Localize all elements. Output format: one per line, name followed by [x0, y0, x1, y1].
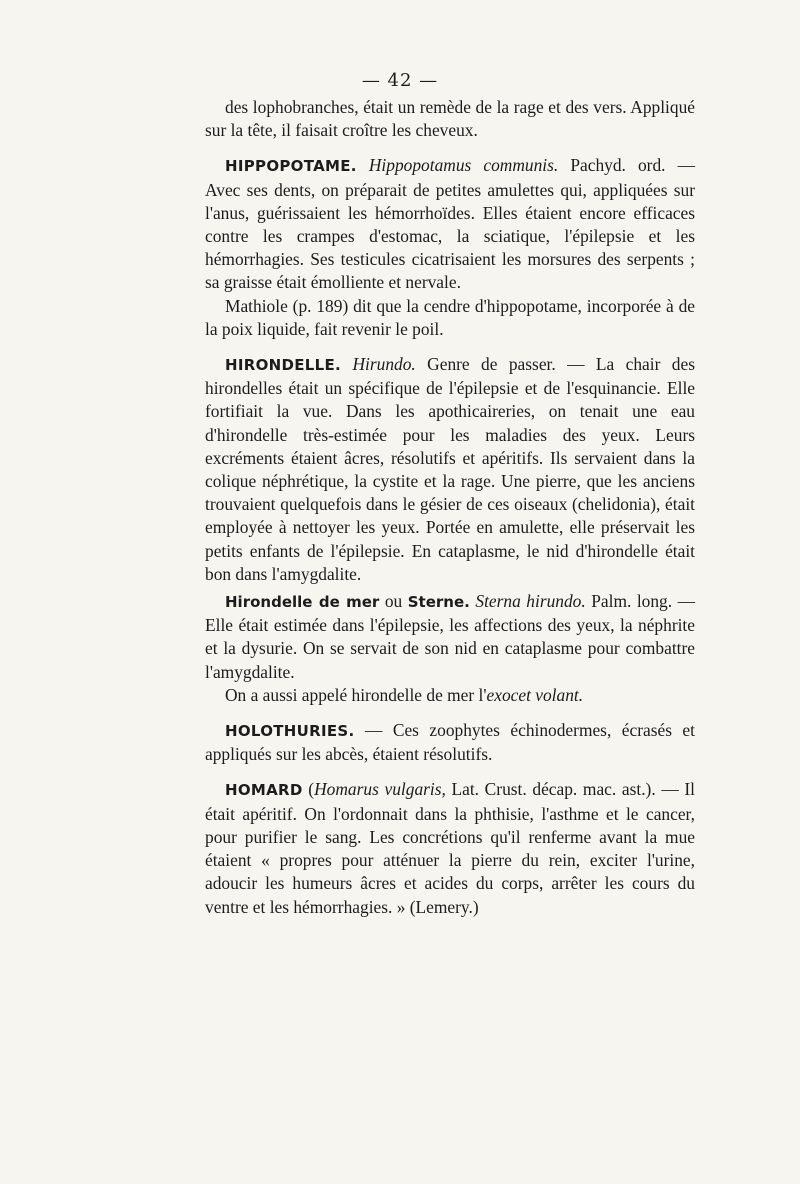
page-number: — 42 — — [361, 70, 439, 91]
entry-holothuries — [205, 719, 695, 766]
page-body — [205, 96, 695, 919]
entry-text-hirondelle-de-mer-note: On a aussi appelé hirondelle de mer l' — [225, 684, 487, 705]
entry-homard — [205, 778, 695, 918]
entry-heading-hirondelle-de-mer: Hirondelle de mer — [225, 593, 380, 612]
entry-paren-homard: ( — [302, 779, 315, 800]
entry-hirondelle-de-mer-note — [205, 684, 695, 707]
entry-hippopotame-note — [205, 295, 695, 341]
entry-text-holothuries: — Ces zoophytes échinodermes, écrasés et appliqués sur les abcès, étaient résolutifs. — [205, 720, 695, 765]
entry-text-hirondelle: Genre de passer. — La chair des hirondelles était un spécifique de l'épilepsie et de l'esquinancie. Elle fortifiait la vue. Dans les apothicaireries, on tenait une eau d'hirondelle très-estimée pour les maladies des yeux. Leurs excréments étaient âcres, résolutifs et apéritifs. Ils servaient dans la colique néphrétique, la cystite et la rage. Une pierre, que les anciens trouvaient quelquefois dans le gésier de ces oiseaux (chelidonia), était employée à nettoyer les yeux. Portée en amulette, elle préservait les petits enfants de l'épilepsie. En cataplasme, le nid d'hirondelle était bon dans l'amygdalite. — [205, 354, 695, 584]
entry-text-hippopotame-note: Mathiole (p. 189) dit que la cendre d'hippopotame, incorporée à de la poix liquide, fait revenir le poil. — [205, 295, 695, 339]
entry-text-hippopotame: Pachyd. ord. — Avec ses dents, on préparait de petites amulettes qui, appliquées sur l'anus, guérissaient les hémorrhoïdes. Elles étaient encore efficaces contre les crampes d'estomac, la sciatique, l'épilepsie et les hémorrhagies. Ses testicules cicatrisaient les morsures des serpents ; sa graisse était émolliente et nervale. — [205, 155, 695, 293]
entry-text-homard: Lat. Crust. décap. mac. ast.). — Il était apéritif. On l'ordonnait dans la phthisie, l'asthme et le cancer, pour purifier le sang. Les concrétions qu'il renferme avant la mue étaient « propres pour atténuer la pierre du rein, exciter l'urine, adoucir les humeurs âcres et acides du corps, arrêter les cours du ventre et les hémorrhagies. » (Lemery.) — [205, 779, 695, 917]
entry-text-hirondelle-de-mer: Palm. long. — Elle était estimée dans l'épilepsie, les affections des yeux, la néphrite et la dysurie. On se servait de son nid en cataplasme pour combattre l'amygdalite. — [205, 591, 695, 682]
entry-hippopotame — [205, 154, 695, 294]
entry-heading-sterne: Sterne. — [407, 593, 470, 612]
entry-hirondelle — [205, 353, 695, 586]
latin-name-sterne: Sterna hirundo. — [475, 591, 586, 612]
continued-paragraph — [205, 96, 695, 142]
entry-connector-ou: ou — [379, 591, 408, 612]
latin-name-exocet: exocet volant. — [486, 684, 584, 705]
entry-heading-hippopotame: HIPPOPOTAME. — [225, 157, 357, 176]
latin-name-hirondelle: Hirundo. — [352, 354, 416, 375]
continued-text: des lophobranches, était un remède de la rage et des vers. Appliqué sur la tête, il faisait croître les cheveux. — [205, 97, 695, 141]
entry-hirondelle-de-mer — [205, 590, 695, 684]
latin-name-homard: Homarus vulgaris, — [314, 779, 446, 800]
entry-heading-holothuries: HOLOTHURIES. — [225, 722, 355, 741]
entry-heading-homard: HOMARD — [225, 781, 303, 800]
entry-heading-hirondelle: HIRONDELLE. — [225, 356, 342, 375]
latin-name-hippopotame: Hippopotamus communis. — [368, 155, 559, 176]
